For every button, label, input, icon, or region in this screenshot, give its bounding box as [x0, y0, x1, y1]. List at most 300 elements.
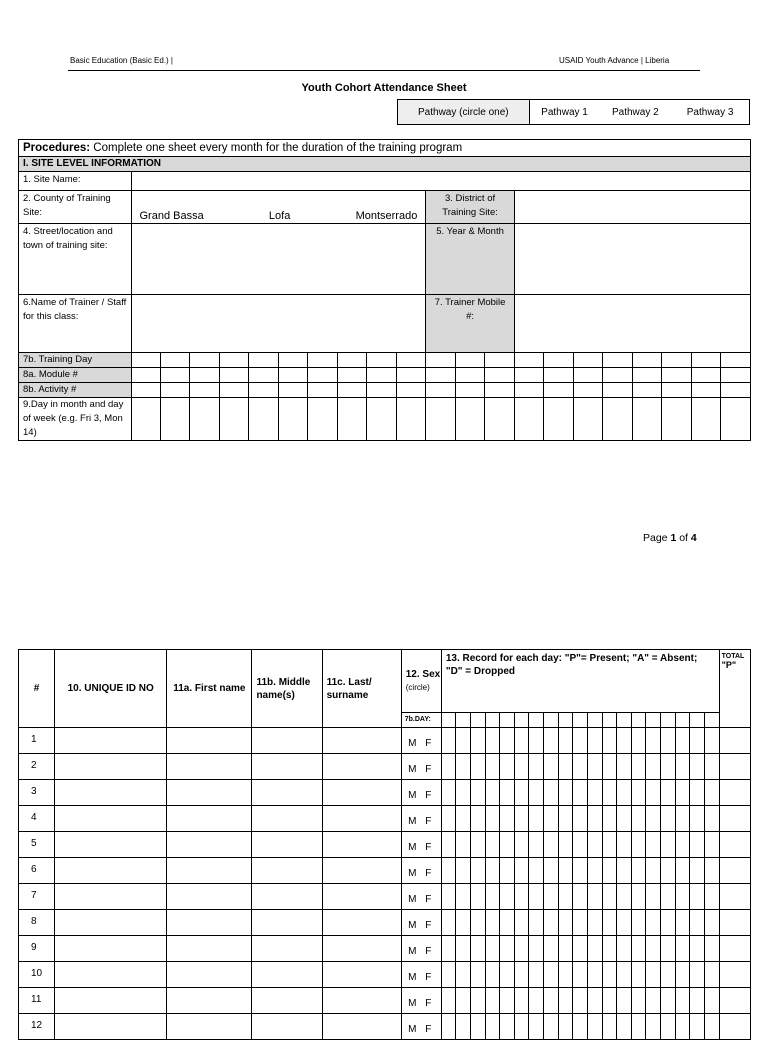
- day-grid-cell[interactable]: [278, 398, 307, 441]
- attendance-cell[interactable]: [514, 936, 529, 962]
- day-header-cell[interactable]: [544, 713, 559, 728]
- sex-cell[interactable]: M F: [401, 988, 441, 1014]
- attendance-cell[interactable]: [441, 884, 456, 910]
- middle-name-cell[interactable]: [252, 754, 322, 780]
- last-name-cell[interactable]: [322, 858, 401, 884]
- attendance-cell[interactable]: [485, 806, 500, 832]
- attendance-cell[interactable]: [587, 858, 602, 884]
- first-name-cell[interactable]: [167, 988, 252, 1014]
- attendance-cell[interactable]: [529, 754, 544, 780]
- attendance-cell[interactable]: [704, 910, 719, 936]
- day-grid-cell[interactable]: [691, 398, 720, 441]
- sex-cell[interactable]: M F: [401, 1014, 441, 1040]
- attendance-cell[interactable]: [456, 1014, 471, 1040]
- attendance-cell[interactable]: [646, 806, 661, 832]
- attendance-cell[interactable]: [675, 858, 690, 884]
- attendance-cell[interactable]: [617, 884, 632, 910]
- total-present-cell[interactable]: [719, 936, 750, 962]
- day-grid-cell[interactable]: [278, 353, 307, 368]
- attendance-cell[interactable]: [631, 728, 646, 754]
- attendance-cell[interactable]: [485, 884, 500, 910]
- day-grid-cell[interactable]: [721, 353, 751, 368]
- attendance-cell[interactable]: [544, 1014, 559, 1040]
- day-grid-cell[interactable]: [514, 383, 543, 398]
- attendance-cell[interactable]: [617, 754, 632, 780]
- day-grid-cell[interactable]: [573, 353, 602, 368]
- attendance-cell[interactable]: [631, 884, 646, 910]
- attendance-cell[interactable]: [456, 936, 471, 962]
- attendance-cell[interactable]: [471, 910, 486, 936]
- attendance-cell[interactable]: [675, 780, 690, 806]
- attendance-cell[interactable]: [675, 962, 690, 988]
- attendance-cell[interactable]: [456, 858, 471, 884]
- attendance-cell[interactable]: [456, 962, 471, 988]
- attendance-cell[interactable]: [529, 936, 544, 962]
- sex-cell[interactable]: M F: [401, 806, 441, 832]
- attendance-cell[interactable]: [514, 962, 529, 988]
- attendance-cell[interactable]: [587, 962, 602, 988]
- attendance-cell[interactable]: [675, 884, 690, 910]
- year-month-field[interactable]: [514, 224, 750, 295]
- attendance-cell[interactable]: [544, 884, 559, 910]
- attendance-cell[interactable]: [660, 754, 675, 780]
- day-grid-cell[interactable]: [573, 383, 602, 398]
- day-grid-cell[interactable]: [190, 368, 219, 383]
- attendance-cell[interactable]: [456, 832, 471, 858]
- attendance-cell[interactable]: [471, 754, 486, 780]
- attendance-cell[interactable]: [500, 962, 515, 988]
- attendance-cell[interactable]: [471, 858, 486, 884]
- attendance-cell[interactable]: [441, 780, 456, 806]
- day-grid-cell[interactable]: [131, 398, 160, 441]
- middle-name-cell[interactable]: [252, 858, 322, 884]
- attendance-cell[interactable]: [558, 884, 573, 910]
- attendance-cell[interactable]: [573, 962, 588, 988]
- attendance-cell[interactable]: [500, 988, 515, 1014]
- unique-id-cell[interactable]: [55, 884, 167, 910]
- day-grid-cell[interactable]: [367, 368, 396, 383]
- attendance-cell[interactable]: [471, 884, 486, 910]
- trainer-name-field[interactable]: [131, 295, 426, 353]
- attendance-cell[interactable]: [544, 728, 559, 754]
- total-present-cell[interactable]: [719, 806, 750, 832]
- day-grid-cell[interactable]: [308, 368, 337, 383]
- sex-cell[interactable]: M F: [401, 728, 441, 754]
- attendance-cell[interactable]: [675, 754, 690, 780]
- attendance-cell[interactable]: [646, 858, 661, 884]
- day-grid-cell[interactable]: [396, 383, 425, 398]
- attendance-cell[interactable]: [471, 988, 486, 1014]
- day-grid-cell[interactable]: [367, 383, 396, 398]
- attendance-cell[interactable]: [514, 884, 529, 910]
- attendance-cell[interactable]: [573, 884, 588, 910]
- day-grid-cell[interactable]: [337, 368, 366, 383]
- middle-name-cell[interactable]: [252, 832, 322, 858]
- attendance-cell[interactable]: [675, 728, 690, 754]
- attendance-cell[interactable]: [544, 962, 559, 988]
- attendance-cell[interactable]: [631, 962, 646, 988]
- last-name-cell[interactable]: [322, 988, 401, 1014]
- attendance-cell[interactable]: [631, 754, 646, 780]
- sex-cell[interactable]: M F: [401, 936, 441, 962]
- attendance-cell[interactable]: [587, 936, 602, 962]
- attendance-cell[interactable]: [646, 936, 661, 962]
- attendance-cell[interactable]: [587, 1014, 602, 1040]
- attendance-cell[interactable]: [500, 936, 515, 962]
- day-grid-cell[interactable]: [632, 353, 661, 368]
- attendance-cell[interactable]: [544, 988, 559, 1014]
- attendance-cell[interactable]: [529, 780, 544, 806]
- sex-cell[interactable]: M F: [401, 910, 441, 936]
- attendance-cell[interactable]: [471, 1014, 486, 1040]
- attendance-cell[interactable]: [587, 832, 602, 858]
- attendance-cell[interactable]: [514, 910, 529, 936]
- attendance-cell[interactable]: [704, 780, 719, 806]
- day-header-cell[interactable]: [704, 713, 719, 728]
- total-present-cell[interactable]: [719, 858, 750, 884]
- attendance-cell[interactable]: [441, 910, 456, 936]
- attendance-cell[interactable]: [675, 988, 690, 1014]
- day-grid-cell[interactable]: [308, 353, 337, 368]
- first-name-cell[interactable]: [167, 962, 252, 988]
- site-name-field[interactable]: [131, 172, 751, 191]
- first-name-cell[interactable]: [167, 884, 252, 910]
- attendance-cell[interactable]: [558, 858, 573, 884]
- attendance-cell[interactable]: [485, 780, 500, 806]
- day-header-cell[interactable]: [529, 713, 544, 728]
- total-present-cell[interactable]: [719, 988, 750, 1014]
- day-grid-cell[interactable]: [573, 368, 602, 383]
- attendance-cell[interactable]: [529, 728, 544, 754]
- attendance-cell[interactable]: [573, 780, 588, 806]
- day-header-cell[interactable]: [660, 713, 675, 728]
- total-present-cell[interactable]: [719, 832, 750, 858]
- attendance-cell[interactable]: [602, 1014, 617, 1040]
- attendance-cell[interactable]: [544, 936, 559, 962]
- day-grid-cell[interactable]: [160, 398, 189, 441]
- attendance-cell[interactable]: [558, 988, 573, 1014]
- day-grid-cell[interactable]: [603, 353, 632, 368]
- attendance-cell[interactable]: [617, 806, 632, 832]
- attendance-cell[interactable]: [485, 728, 500, 754]
- attendance-cell[interactable]: [646, 780, 661, 806]
- attendance-cell[interactable]: [587, 754, 602, 780]
- middle-name-cell[interactable]: [252, 728, 322, 754]
- pathway-option-2[interactable]: Pathway 2: [611, 106, 659, 118]
- day-grid-cell[interactable]: [426, 398, 455, 441]
- attendance-cell[interactable]: [558, 832, 573, 858]
- attendance-cell[interactable]: [617, 1014, 632, 1040]
- attendance-cell[interactable]: [441, 1014, 456, 1040]
- unique-id-cell[interactable]: [55, 728, 167, 754]
- day-grid-cell[interactable]: [544, 398, 573, 441]
- attendance-cell[interactable]: [602, 962, 617, 988]
- attendance-cell[interactable]: [573, 728, 588, 754]
- day-grid-cell[interactable]: [160, 383, 189, 398]
- attendance-cell[interactable]: [660, 884, 675, 910]
- attendance-cell[interactable]: [529, 988, 544, 1014]
- day-grid-cell[interactable]: [219, 368, 248, 383]
- day-header-cell[interactable]: [500, 713, 515, 728]
- day-grid-cell[interactable]: [721, 398, 751, 441]
- unique-id-cell[interactable]: [55, 832, 167, 858]
- last-name-cell[interactable]: [322, 884, 401, 910]
- middle-name-cell[interactable]: [252, 1014, 322, 1040]
- attendance-cell[interactable]: [514, 754, 529, 780]
- attendance-cell[interactable]: [471, 728, 486, 754]
- attendance-cell[interactable]: [544, 754, 559, 780]
- attendance-cell[interactable]: [690, 780, 705, 806]
- middle-name-cell[interactable]: [252, 962, 322, 988]
- day-grid-cell[interactable]: [632, 368, 661, 383]
- attendance-cell[interactable]: [441, 728, 456, 754]
- attendance-cell[interactable]: [646, 754, 661, 780]
- day-header-cell[interactable]: [646, 713, 661, 728]
- attendance-cell[interactable]: [500, 1014, 515, 1040]
- attendance-cell[interactable]: [500, 858, 515, 884]
- attendance-cell[interactable]: [587, 910, 602, 936]
- attendance-cell[interactable]: [558, 728, 573, 754]
- attendance-cell[interactable]: [660, 1014, 675, 1040]
- attendance-cell[interactable]: [690, 806, 705, 832]
- last-name-cell[interactable]: [322, 910, 401, 936]
- day-grid-cell[interactable]: [721, 383, 751, 398]
- attendance-cell[interactable]: [558, 1014, 573, 1040]
- attendance-cell[interactable]: [675, 1014, 690, 1040]
- attendance-cell[interactable]: [602, 884, 617, 910]
- middle-name-cell[interactable]: [252, 884, 322, 910]
- middle-name-cell[interactable]: [252, 910, 322, 936]
- day-grid-cell[interactable]: [367, 398, 396, 441]
- last-name-cell[interactable]: [322, 832, 401, 858]
- attendance-cell[interactable]: [617, 988, 632, 1014]
- day-grid-cell[interactable]: [662, 368, 691, 383]
- district-field[interactable]: [514, 191, 750, 224]
- day-grid-cell[interactable]: [337, 353, 366, 368]
- attendance-cell[interactable]: [690, 936, 705, 962]
- attendance-cell[interactable]: [573, 910, 588, 936]
- attendance-cell[interactable]: [690, 858, 705, 884]
- attendance-cell[interactable]: [660, 832, 675, 858]
- first-name-cell[interactable]: [167, 728, 252, 754]
- sex-cell[interactable]: M F: [401, 780, 441, 806]
- attendance-cell[interactable]: [485, 936, 500, 962]
- attendance-cell[interactable]: [631, 936, 646, 962]
- attendance-cell[interactable]: [704, 806, 719, 832]
- unique-id-cell[interactable]: [55, 1014, 167, 1040]
- attendance-cell[interactable]: [544, 806, 559, 832]
- attendance-cell[interactable]: [602, 754, 617, 780]
- attendance-cell[interactable]: [573, 832, 588, 858]
- attendance-cell[interactable]: [631, 1014, 646, 1040]
- pathway-option-1[interactable]: Pathway 1: [541, 106, 588, 118]
- day-grid-cell[interactable]: [131, 368, 160, 383]
- day-grid-cell[interactable]: [514, 398, 543, 441]
- attendance-cell[interactable]: [587, 780, 602, 806]
- last-name-cell[interactable]: [322, 962, 401, 988]
- attendance-cell[interactable]: [602, 728, 617, 754]
- day-grid-cell[interactable]: [485, 383, 514, 398]
- first-name-cell[interactable]: [167, 780, 252, 806]
- sex-cell[interactable]: M F: [401, 754, 441, 780]
- day-grid-cell[interactable]: [691, 368, 720, 383]
- first-name-cell[interactable]: [167, 910, 252, 936]
- unique-id-cell[interactable]: [55, 780, 167, 806]
- attendance-cell[interactable]: [587, 884, 602, 910]
- unique-id-cell[interactable]: [55, 858, 167, 884]
- attendance-cell[interactable]: [456, 806, 471, 832]
- attendance-cell[interactable]: [544, 858, 559, 884]
- middle-name-cell[interactable]: [252, 780, 322, 806]
- attendance-cell[interactable]: [602, 832, 617, 858]
- attendance-cell[interactable]: [675, 806, 690, 832]
- sex-cell[interactable]: M F: [401, 858, 441, 884]
- attendance-cell[interactable]: [573, 754, 588, 780]
- attendance-cell[interactable]: [456, 728, 471, 754]
- attendance-cell[interactable]: [704, 858, 719, 884]
- day-header-cell[interactable]: [675, 713, 690, 728]
- sex-cell[interactable]: M F: [401, 832, 441, 858]
- attendance-cell[interactable]: [587, 806, 602, 832]
- attendance-cell[interactable]: [441, 936, 456, 962]
- day-grid-cell[interactable]: [337, 383, 366, 398]
- day-header-cell[interactable]: [456, 713, 471, 728]
- day-grid-cell[interactable]: [249, 353, 278, 368]
- day-header-cell[interactable]: [617, 713, 632, 728]
- day-header-cell[interactable]: [471, 713, 486, 728]
- day-grid-cell[interactable]: [190, 398, 219, 441]
- attendance-cell[interactable]: [456, 884, 471, 910]
- attendance-cell[interactable]: [485, 910, 500, 936]
- attendance-cell[interactable]: [471, 832, 486, 858]
- attendance-cell[interactable]: [485, 1014, 500, 1040]
- attendance-cell[interactable]: [631, 780, 646, 806]
- attendance-cell[interactable]: [617, 936, 632, 962]
- unique-id-cell[interactable]: [55, 936, 167, 962]
- attendance-cell[interactable]: [441, 988, 456, 1014]
- attendance-cell[interactable]: [441, 962, 456, 988]
- attendance-cell[interactable]: [514, 806, 529, 832]
- attendance-cell[interactable]: [471, 936, 486, 962]
- day-grid-cell[interactable]: [691, 383, 720, 398]
- sex-cell[interactable]: M F: [401, 884, 441, 910]
- attendance-cell[interactable]: [529, 884, 544, 910]
- attendance-cell[interactable]: [573, 988, 588, 1014]
- attendance-cell[interactable]: [587, 988, 602, 1014]
- attendance-cell[interactable]: [660, 780, 675, 806]
- attendance-cell[interactable]: [646, 884, 661, 910]
- day-grid-cell[interactable]: [485, 368, 514, 383]
- day-grid-cell[interactable]: [544, 353, 573, 368]
- first-name-cell[interactable]: [167, 1014, 252, 1040]
- last-name-cell[interactable]: [322, 1014, 401, 1040]
- attendance-cell[interactable]: [690, 832, 705, 858]
- attendance-cell[interactable]: [690, 988, 705, 1014]
- attendance-cell[interactable]: [500, 754, 515, 780]
- day-grid-cell[interactable]: [514, 368, 543, 383]
- middle-name-cell[interactable]: [252, 806, 322, 832]
- day-grid-cell[interactable]: [544, 368, 573, 383]
- day-grid-cell[interactable]: [219, 398, 248, 441]
- day-grid-cell[interactable]: [278, 368, 307, 383]
- middle-name-cell[interactable]: [252, 936, 322, 962]
- last-name-cell[interactable]: [322, 806, 401, 832]
- attendance-cell[interactable]: [617, 962, 632, 988]
- day-grid-cell[interactable]: [544, 383, 573, 398]
- day-grid-cell[interactable]: [426, 368, 455, 383]
- total-present-cell[interactable]: [719, 754, 750, 780]
- attendance-cell[interactable]: [631, 806, 646, 832]
- attendance-cell[interactable]: [500, 806, 515, 832]
- unique-id-cell[interactable]: [55, 910, 167, 936]
- attendance-cell[interactable]: [646, 910, 661, 936]
- total-present-cell[interactable]: [719, 728, 750, 754]
- attendance-cell[interactable]: [573, 1014, 588, 1040]
- day-grid-cell[interactable]: [278, 383, 307, 398]
- attendance-cell[interactable]: [660, 988, 675, 1014]
- attendance-cell[interactable]: [456, 754, 471, 780]
- middle-name-cell[interactable]: [252, 988, 322, 1014]
- attendance-cell[interactable]: [544, 832, 559, 858]
- total-present-cell[interactable]: [719, 962, 750, 988]
- attendance-cell[interactable]: [558, 962, 573, 988]
- first-name-cell[interactable]: [167, 832, 252, 858]
- attendance-cell[interactable]: [558, 780, 573, 806]
- day-grid-cell[interactable]: [455, 398, 484, 441]
- attendance-cell[interactable]: [704, 884, 719, 910]
- attendance-cell[interactable]: [602, 910, 617, 936]
- attendance-cell[interactable]: [471, 780, 486, 806]
- attendance-cell[interactable]: [617, 780, 632, 806]
- day-grid-cell[interactable]: [308, 398, 337, 441]
- attendance-cell[interactable]: [485, 962, 500, 988]
- attendance-cell[interactable]: [587, 728, 602, 754]
- attendance-cell[interactable]: [544, 910, 559, 936]
- day-grid-cell[interactable]: [337, 398, 366, 441]
- attendance-cell[interactable]: [573, 936, 588, 962]
- day-grid-cell[interactable]: [308, 383, 337, 398]
- day-grid-cell[interactable]: [721, 368, 751, 383]
- day-grid-cell[interactable]: [131, 383, 160, 398]
- attendance-cell[interactable]: [660, 858, 675, 884]
- attendance-cell[interactable]: [602, 806, 617, 832]
- day-grid-cell[interactable]: [603, 383, 632, 398]
- attendance-cell[interactable]: [602, 858, 617, 884]
- county-grand-bassa[interactable]: Grand Bassa: [139, 210, 204, 222]
- day-header-cell[interactable]: [631, 713, 646, 728]
- attendance-cell[interactable]: [660, 962, 675, 988]
- attendance-cell[interactable]: [704, 1014, 719, 1040]
- attendance-cell[interactable]: [529, 1014, 544, 1040]
- attendance-cell[interactable]: [529, 962, 544, 988]
- attendance-cell[interactable]: [471, 806, 486, 832]
- attendance-cell[interactable]: [485, 988, 500, 1014]
- attendance-cell[interactable]: [441, 832, 456, 858]
- attendance-cell[interactable]: [660, 728, 675, 754]
- attendance-cell[interactable]: [558, 754, 573, 780]
- attendance-cell[interactable]: [631, 858, 646, 884]
- day-grid-cell[interactable]: [160, 353, 189, 368]
- attendance-cell[interactable]: [456, 910, 471, 936]
- day-grid-cell[interactable]: [367, 353, 396, 368]
- county-lofa[interactable]: Lofa: [268, 210, 291, 222]
- attendance-cell[interactable]: [646, 988, 661, 1014]
- day-grid-cell[interactable]: [455, 353, 484, 368]
- attendance-cell[interactable]: [529, 910, 544, 936]
- attendance-cell[interactable]: [485, 754, 500, 780]
- attendance-cell[interactable]: [660, 910, 675, 936]
- attendance-cell[interactable]: [690, 962, 705, 988]
